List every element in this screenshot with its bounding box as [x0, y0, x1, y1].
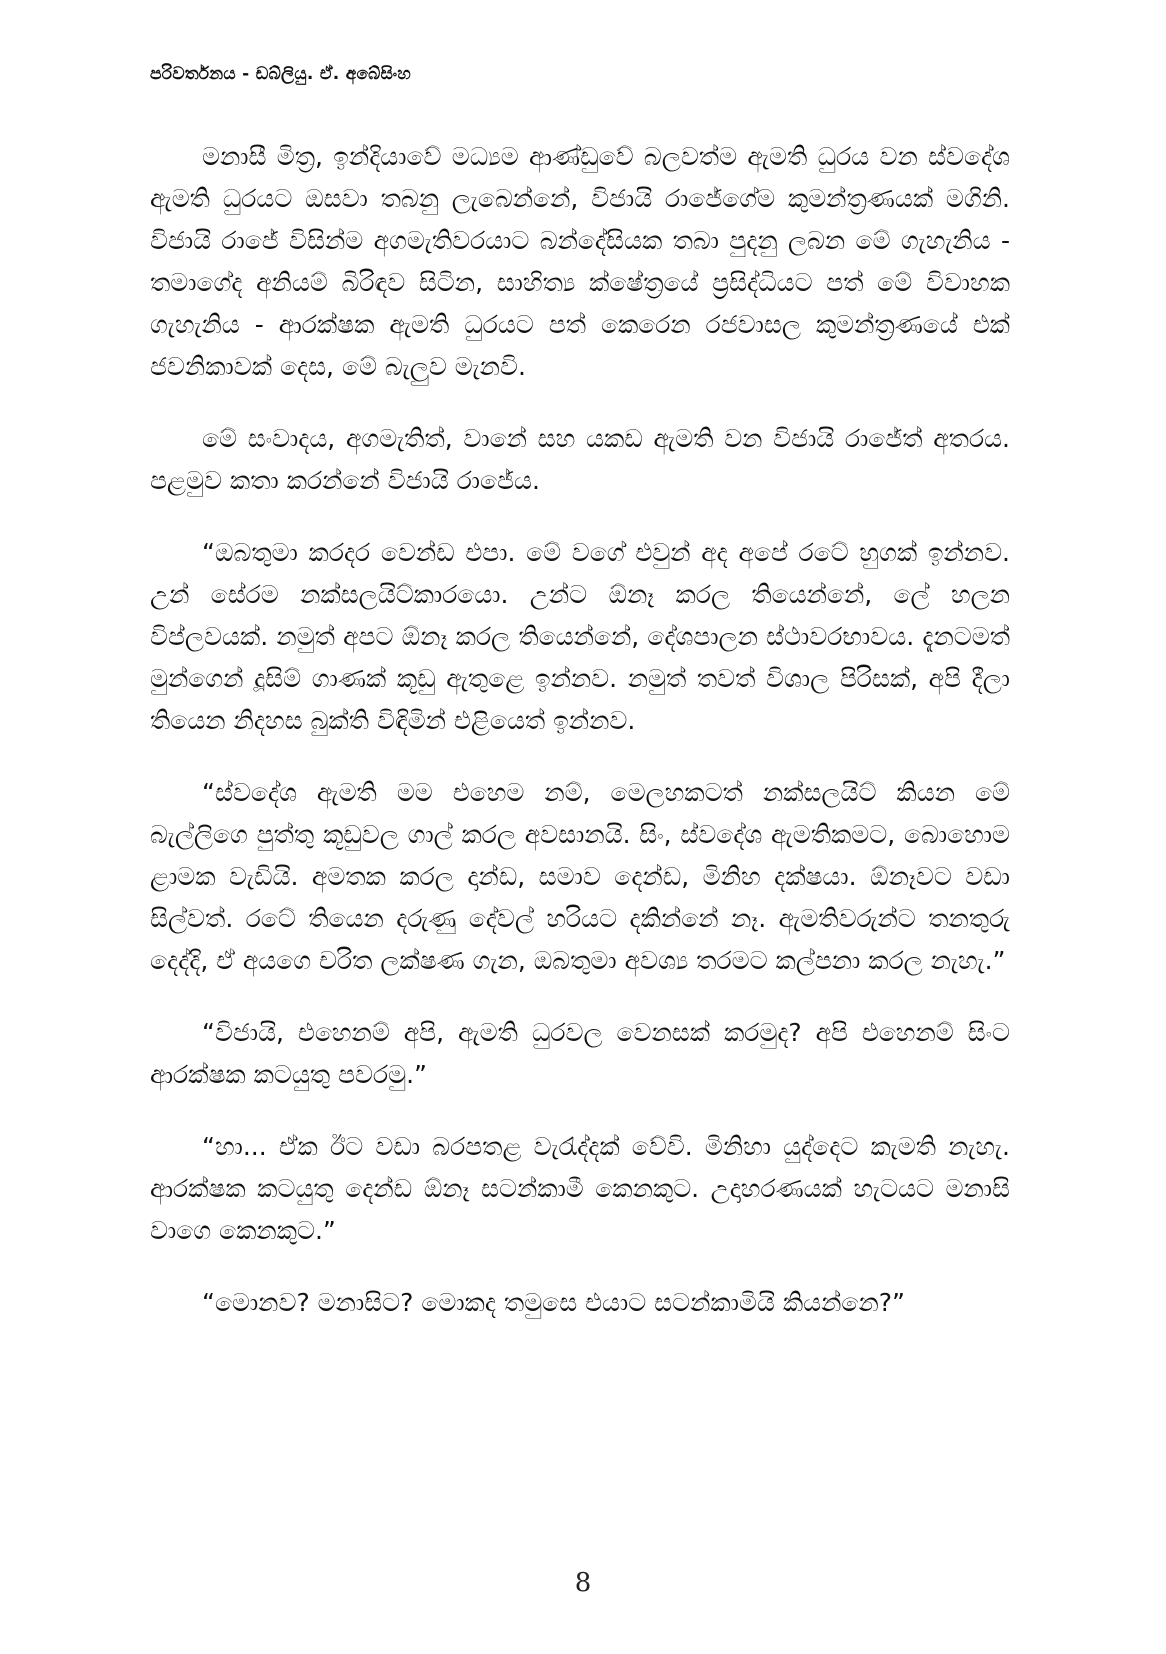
paragraph: “හා... ඒක ඊට වඩා බරපතළ වැරැද්දක් වේවි. මිනිහා යුද්දෙට කැමති නැහැ. ආරක්ෂක කටයුතු දෙන්ඩ ඕනෑ සටන්කාමී කෙනකුට. උදාහරණයක් හැටයට මනාසි වාගෙ කෙනකුට.”: [150, 1132, 1010, 1245]
body-text: [150, 136, 1010, 1354]
paragraph: “මොනව? මනාසිට? මොකද තමුසෙ එයාට සටන්කාමියි කියන්නෙ?”: [202, 1288, 905, 1317]
page-number: 8: [574, 1568, 592, 1598]
paragraph: “ස්වදේශ ඇමති මම එහෙම නම්, මෙලහකටත් නක්සලයිට් කියන මේ බැල්ලිගෙ පුත්තු කූඩුවල ගාල් කරල අවසානයි. සිං, ස්වදේශ ඇමතිකමට, බොහොම ළාමක වැඩියි. අමතක කරල දාන්ඩ, සමාව දෙන්ඩ, මිනිහ දක්ෂයා. ඕනෑවට වඩා සිල්වත්. රටේ තියෙන දරුණු දේවල් හරියට දකින්නේ නෑ. ඇමතිවරුන්ට තනතුරු දෙද්දි, ඒ අයගෙ චරිත ලක්ෂණ ගැන, ඔබතුමා අවශ්‍ය තරමට කල්පනා කරල නැහැ.”: [150, 778, 1010, 975]
paragraph: මේ සංවාදය, අගමැතිත්, වානේ සහ යකඩ ඇමති වන විජායි රාජේත් අතරය. පළමුව කතා කරන්නේ විජායි රාජේය.: [150, 424, 1010, 495]
paragraph: මනාසී මිත්‍ර, ඉන්දියාවේ මධ්‍යම ආණ්ඩුවේ බලවත්ම ඇමති ධුරය වන ස්වදේශ ඇමති ධුරයට ඔසවා තබනු ලැබෙන්නේ, විජායි රාජේගේම කුමන්ත්‍රණයක් මගිනි. විජායි රාජේ විසින්ම අගමැතිවරයාට බන්දේසියක තබා පුදනු ලබන මේ ගැහැනිය - තමාගේද අනියම් බිරිඳව සිටින, සාහිත්‍ය ක්ෂේත්‍රයේ ප්‍රසිද්ධියට පත් මේ විවාහක ගැහැනිය - ආරක්ෂක ඇමති ධුරයට පත් කෙරෙන රජවාසල කුමන්ත්‍රණයේ එක් ජවනිකාවක් දෙස, මේ බැලුව මැනවි.: [150, 142, 1010, 381]
running-header: පරිවර්තනය - ඩබ්ලියු. ඒ. අබේසිංහ: [150, 64, 412, 84]
paragraph: “විජායි, එහෙනම් අපි, ඇමති ධුරවල වෙනසක් කරමුද? අපි එහෙනම් සිංට ආරක්ෂක කටයුතු පවරමු.”: [150, 1018, 1010, 1089]
paragraph: “ඔබතුමා කරදර වෙන්ඩ එපා. මේ වගේ එවුන් අද අපේ රටේ හුගක් ඉන්නව. උන් සේරම නක්සලයිට්කාරයො. උන්ට ඕනෑ කරල තියෙන්නේ, ලේ හලන විප්ලවයක්. නමුත් අපට ඕනෑ කරල තියෙන්නේ, දේශපාලන ස්ථාවරභාවය. දැනටමත් මුන්ගෙන් දූසිම් ගාණක් කූඩු ඇතුළෙ ඉන්නව. නමුත් තවත් විශාල පිරිසක්, අපි දීලා තියෙන නිදහස බුක්ති විඳිමින් එළියෙත් ඉන්නව.: [150, 538, 1010, 735]
